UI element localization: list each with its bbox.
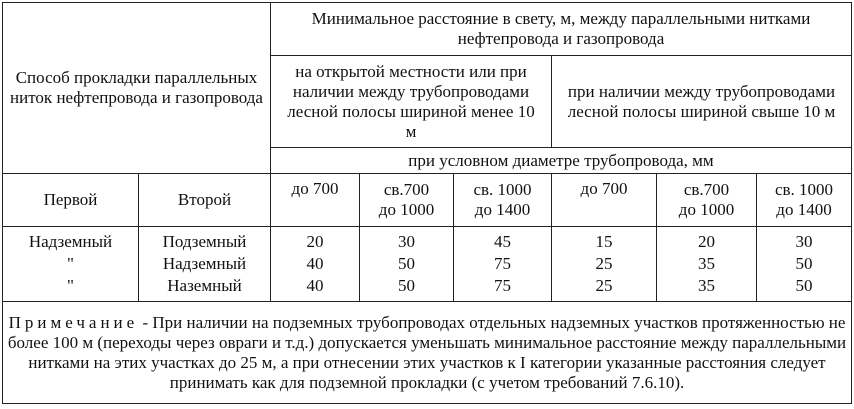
value-col-4 [552, 227, 657, 302]
value-col-2 [360, 227, 454, 302]
second-pipe-cell [139, 227, 271, 302]
diam-col-4: до 700 [552, 174, 657, 227]
col-first-header: Первой [3, 174, 139, 227]
value-col-3 [454, 227, 552, 302]
diameter-header: при условном диаметре трубопровода, мм [271, 148, 852, 174]
table-note [3, 302, 852, 404]
row-1-second: Подземный [162, 232, 247, 251]
value-cell: 25 [595, 276, 613, 295]
value-col-1 [271, 227, 360, 302]
value-cell: 25 [595, 254, 613, 273]
value-cell: 50 [398, 254, 415, 273]
row-3-second: Наземный [167, 276, 242, 295]
value-cell: 50 [795, 254, 813, 273]
row-3-first: " [67, 276, 74, 295]
distance-header: Минимальное расстояние в свету, м, между параллельными нитками нефтепровода и газопровода [271, 3, 852, 56]
value-cell: 20 [698, 232, 715, 251]
diam-col-1: до 700 [271, 174, 360, 227]
row-1-first: Надземный [28, 232, 113, 251]
distance-table [2, 2, 852, 404]
diam-col-3: св. 1000 до 1400 [454, 174, 552, 227]
diam-col-5: св.700 до 1000 [657, 174, 757, 227]
value-cell: 15 [595, 232, 613, 251]
value-cell: 40 [306, 276, 324, 295]
row-2-first: " [67, 254, 74, 273]
diam-col-6: св. 1000 до 1400 [757, 174, 852, 227]
value-col-5 [657, 227, 757, 302]
value-cell: 35 [698, 254, 715, 273]
value-col-6 [757, 227, 852, 302]
value-cell: 45 [494, 232, 511, 251]
value-cell: 75 [494, 254, 511, 273]
diam-col-2: св.700 до 1000 [360, 174, 454, 227]
note-label: Примечание [8, 312, 139, 332]
value-cell: 40 [306, 254, 324, 273]
row-2-second: Надземный [162, 254, 247, 273]
table-body-row [3, 227, 852, 302]
value-cell: 50 [795, 276, 813, 295]
value-cell: 35 [698, 276, 715, 295]
group-forest-header: при наличии между трубопроводами лесной полосы шириной свыше 10 м [552, 56, 852, 148]
note-text: - При наличии на подземных трубопроводах отдельных надземных участков протяженностью не более 100 м (переходы через овраги и т.д.) допускается уменьшать минимальное расстояние между параллельными нитками на этих участках до 25 м, а при отнесении этих участков к I категории указанные расстояния следует принимать как для подземной прокладки (с учетом требований 7.6.10). [7, 312, 847, 392]
group-open-header: на открытой местности или при наличии между трубопроводами лесной полосы шириной менее 10 м [271, 56, 552, 148]
method-header: Способ прокладки параллельных ниток нефтепровода и газопровода [3, 3, 271, 174]
value-cell: 20 [306, 232, 324, 251]
value-cell: 30 [795, 232, 813, 251]
first-pipe-cell [3, 227, 139, 302]
value-cell: 50 [398, 276, 415, 295]
value-cell: 75 [494, 276, 511, 295]
col-second-header: Второй [139, 174, 271, 227]
value-cell: 30 [398, 232, 415, 251]
